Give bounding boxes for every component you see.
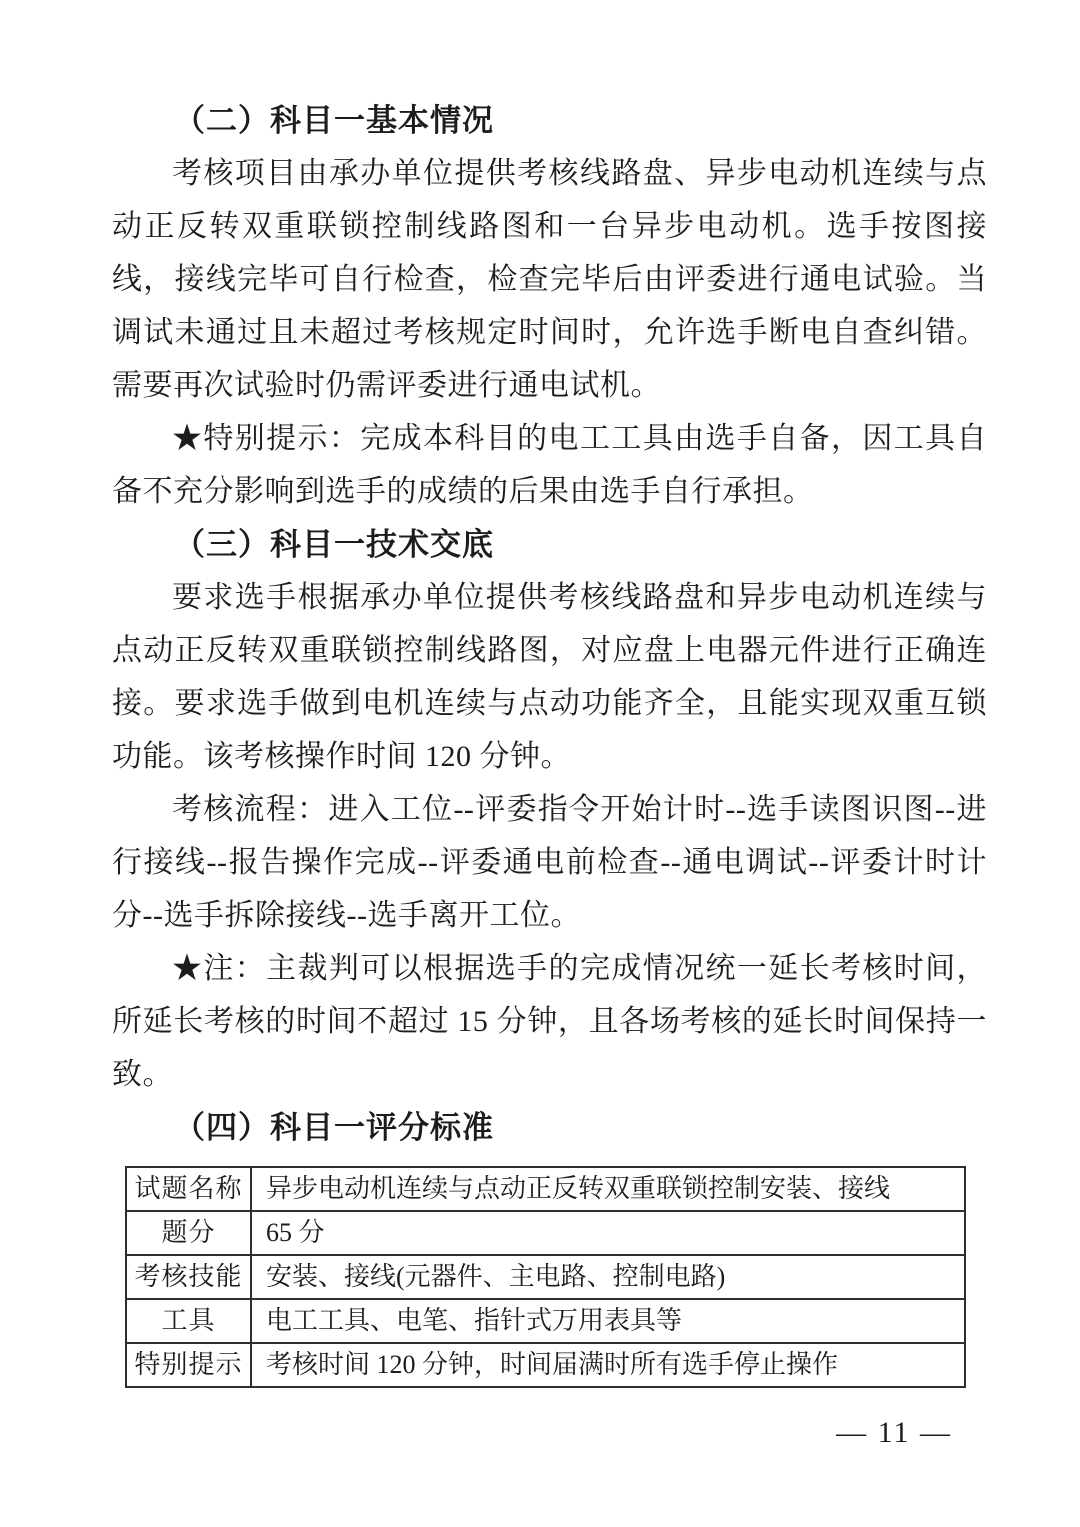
table-value-tools: 电工工具、电笔、指针式万用表具等 (251, 1299, 965, 1343)
heading-subject1-scoring-criteria: （四）科目一评分标准 (174, 1110, 494, 1145)
table-row-tools (126, 1299, 965, 1343)
table-row-special-note (126, 1343, 965, 1387)
table-row-question-name (126, 1167, 965, 1211)
table-label-question-name: 试题名称 (126, 1167, 251, 1211)
table-label-special-note: 特别提示 (126, 1343, 251, 1387)
paragraph-note-time-extension: ★注：主裁判可以根据选手的完成情况统一延长考核时间，所延长考核的时间不超过 15 分钟，且各场考核的延长时间保持一致。 (112, 952, 987, 1091)
table-value-question-name: 异步电动机连续与点动正反转双重联锁控制安装、接线 (251, 1167, 965, 1211)
paragraph-special-note-tools: ★特别提示：完成本科目的电工工具由选手自备，因工具自备不充分影响到选手的成绩的后果由选手自行承担。 (112, 422, 987, 508)
table-value-special-note: 考核时间 120 分钟，时间届满时所有选手停止操作 (251, 1343, 965, 1387)
heading-subject1-basic-info: （二）科目一基本情况 (174, 103, 494, 138)
table-label-tools: 工具 (126, 1299, 251, 1343)
table-label-skills: 考核技能 (126, 1255, 251, 1299)
table-row-skills (126, 1255, 965, 1299)
table-value-score: 65 分 (251, 1211, 965, 1255)
page-number: — 11 — (836, 1416, 952, 1449)
table-label-score: 题分 (126, 1211, 251, 1255)
paragraph-exam-project: 考核项目由承办单位提供考核线路盘、异步电动机连续与点动正反转双重联锁控制线路图和一台异步电动机。选手按图接线，接线完毕可自行检查，检查完毕后由评委进行通电试验。当调试未通过且未超过考核规定时间时，允许选手断电自查纠错。需要再次试验时仍需评委进行通电试机。 (112, 157, 987, 402)
scoring-criteria-table (125, 1166, 966, 1388)
paragraph-exam-process: 考核流程：进入工位--评委指令开始计时--选手读图识图--进行接线--报告操作完成--评委通电前检查--通电调试--评委计时计分--选手拆除接线--选手离开工位。 (112, 793, 987, 932)
heading-subject1-technical-briefing: （三）科目一技术交底 (174, 527, 494, 562)
table-value-skills: 安装、接线(元器件、主电路、控制电路) (251, 1255, 965, 1299)
paragraph-technical-requirements: 要求选手根据承办单位提供考核线路盘和异步电动机连续与点动正反转双重联锁控制线路图，对应盘上电器元件进行正确连接。要求选手做到电机连续与点动功能齐全，且能实现双重互锁功能。该考核操作时间 120 分钟。 (112, 581, 987, 773)
table-row-score (126, 1211, 965, 1255)
